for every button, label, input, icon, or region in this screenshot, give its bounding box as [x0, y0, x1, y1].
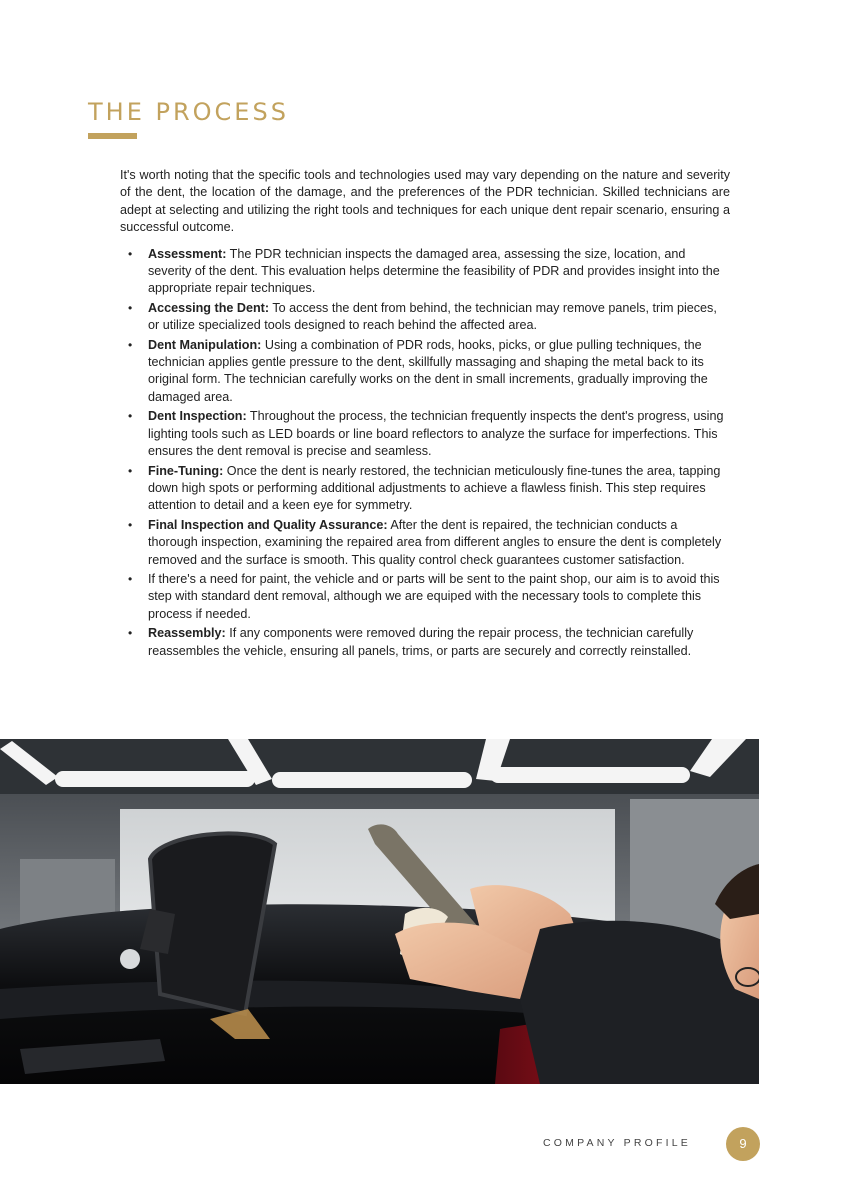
step-text: Once the dent is nearly restored, the technician meticulously fine-tunes the area, tapping down high spots or performing additional adjustments to achieve a flawless finish. This step requires attention to detail and a keen eye for symmetry. — [148, 463, 721, 513]
bullet-icon: • — [128, 300, 133, 315]
title-underline — [88, 133, 137, 139]
step-label: Dent Manipulation: — [148, 337, 262, 352]
step-text: The PDR technician inspects the damaged area, assessing the size, location, and severity of the dent. This evaluation helps determine the feasibility of PDR and provides insight into the appropriate repair techniques. — [148, 246, 720, 296]
footer-company-profile: COMPANY PROFILE — [543, 1137, 691, 1149]
list-item — [120, 463, 730, 515]
step-text: Throughout the process, the technician frequently inspects the dent's progress, using lighting tools such as LED boards or line board reflectors to analyze the surface for imperfections. This ensures the dent removal is precise and seamless. — [148, 409, 724, 459]
list-item — [120, 571, 730, 623]
step-label: Final Inspection and Quality Assurance: — [148, 517, 388, 532]
list-item — [120, 246, 730, 298]
bullet-icon: • — [128, 246, 133, 261]
list-item — [120, 517, 730, 569]
page-title: THE PROCESS — [88, 98, 289, 126]
bullet-icon: • — [128, 626, 133, 641]
step-text: If any components were removed during the repair process, the technician carefully reassembles the vehicle, ensuring all panels, trims, or parts are securely and correctly reinstalled. — [148, 626, 694, 658]
bullet-icon: • — [128, 409, 133, 424]
process-steps-list — [120, 246, 730, 660]
workshop-scene-illustration — [0, 739, 759, 1084]
intro-paragraph: It's worth noting that the specific tools and technologies used may vary depending on the nature and severity of the dent, the location of the damage, and the preferences of the PDR technician. Skilled technicians are adept at selecting and utilizing the right tools and techniques for each unique dent repair scenario, ensuring a successful outcome. — [120, 168, 730, 235]
list-item — [120, 408, 730, 460]
list-item — [120, 625, 730, 660]
step-label: Dent Inspection: — [148, 409, 247, 424]
step-label: Fine-Tuning: — [148, 463, 224, 478]
list-item — [120, 300, 730, 335]
bullet-icon: • — [128, 337, 133, 352]
bullet-icon: • — [128, 463, 133, 478]
step-text: To access the dent from behind, the technician may remove panels, trim pieces, or utilize specialized tools designed to reach behind the affected area. — [148, 300, 717, 333]
process-content — [120, 167, 730, 662]
bullet-icon: • — [128, 571, 133, 586]
step-label: Accessing the Dent: — [148, 300, 270, 315]
step-text: After the dent is repaired, the technician conducts a thorough inspection, examining the repaired area from different angles to ensure the dent is completely removed and the surface is smooth. This quality control check guarantees customer satisfaction. — [148, 517, 722, 567]
page-number-badge: 9 — [726, 1127, 760, 1161]
step-text: Using a combination of PDR rods, hooks, picks, or glue pulling techniques, the technician applies gentle pressure to the dent, skillfully massaging and shaping the metal back to its original form. The technician carefully works on the dent in small increments, gradually improving the damaged area. — [148, 337, 708, 404]
step-label: Assessment: — [148, 246, 227, 261]
step-text: If there's a need for paint, the vehicle and or parts will be sent to the paint shop, our aim is to avoid this step with standard dent removal, although we are equiped with the necessary tools to complete this process if needed. — [148, 571, 720, 621]
pdr-technician-photo — [0, 739, 759, 1084]
bullet-icon: • — [128, 517, 133, 532]
step-label: Reassembly: — [148, 626, 226, 641]
list-item — [120, 337, 730, 407]
